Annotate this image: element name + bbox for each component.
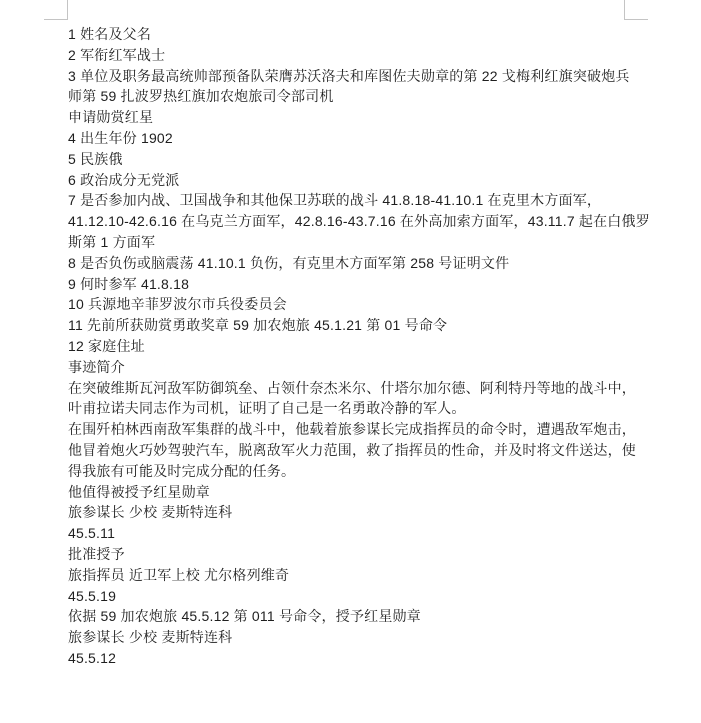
document-line: 斯第 1 方面军	[68, 233, 156, 250]
document-line: 批准授予	[68, 545, 125, 562]
document-line: 45.5.11	[68, 525, 116, 542]
document-line: 3 单位及职务最高统帅部预备队荣膺苏沃洛夫和库图佐夫勋章的第 22 戈梅利红旗突破炮兵	[68, 67, 630, 84]
document-line: 叶甫拉诺夫同志作为司机，证明了自己是一名勇敢冷静的军人。	[68, 400, 466, 417]
document-line: 师第 59 扎波罗热红旗加农炮旅司令部司机	[68, 88, 334, 105]
text-boundary-mark-top-right	[624, 0, 648, 20]
document-line: 41.12.10-42.6.16 在乌克兰方面军，42.8.16-43.7.16 在外高加索方面军，43.11.7 起在白俄罗	[68, 213, 650, 230]
document-line: 1 姓名及父名	[68, 26, 152, 42]
document-line: 7 是否参加内战、卫国战争和其他保卫苏联的战斗 41.8.18-41.10.1 在克里木方面军，	[68, 192, 602, 209]
document-line: 8 是否负伤或脑震荡 41.10.1 负伤，有克里木方面军第 258 号证明文件	[68, 254, 510, 271]
document-line: 旅参谋长 少校 麦斯特连科	[68, 504, 233, 521]
document-line: 事迹简介	[68, 358, 125, 375]
document-line: 12 家庭住址	[68, 337, 145, 354]
document-line: 在突破维斯瓦河敌军防御筑垒、占领什奈杰米尔、什塔尔加尔德、阿利特丹等地的战斗中，	[68, 379, 636, 396]
document-line: 他值得被授予红星勋章	[68, 483, 210, 500]
document-line: 依据 59 加农炮旅 45.5.12 第 011 号命令，授予红星勋章	[68, 608, 421, 625]
document-line: 2 军衔红军战士	[68, 46, 166, 63]
text-boundary-mark-top-left	[44, 0, 68, 20]
document-line: 10 兵源地辛菲罗波尔市兵役委员会	[68, 296, 287, 313]
document-line: 申请勋赏红星	[68, 109, 154, 126]
document-line: 6 政治成分无党派	[68, 171, 180, 188]
document-line: 11 先前所获勋赏勇敢奖章 59 加农炮旅 45.1.21 第 01 号命令	[68, 317, 448, 334]
document-line: 4 出生年份 1902	[68, 129, 173, 146]
document-line: 45.5.19	[68, 587, 117, 604]
document-line: 旅参谋长 少校 麦斯特连科	[68, 629, 233, 646]
document-line: 45.5.12	[68, 649, 117, 666]
document-line: 他冒着炮火巧妙驾驶汽车，脱离敌军火力范围，救了指挥员的性命，并及时将文件送达，使	[68, 441, 636, 458]
document-text-area[interactable]	[68, 24, 650, 669]
document-line: 得我旅有可能及时完成分配的任务。	[68, 462, 296, 479]
document-line: 在围歼柏林西南敌军集群的战斗中，他载着旅参谋长完成指挥员的命令时，遭遇敌军炮击，	[68, 421, 636, 438]
document-line: 9 何时参军 41.8.18	[68, 275, 190, 292]
document-line: 旅指挥员 近卫军上校 尤尔格列维奇	[68, 566, 290, 583]
document-line: 5 民族俄	[68, 150, 123, 167]
